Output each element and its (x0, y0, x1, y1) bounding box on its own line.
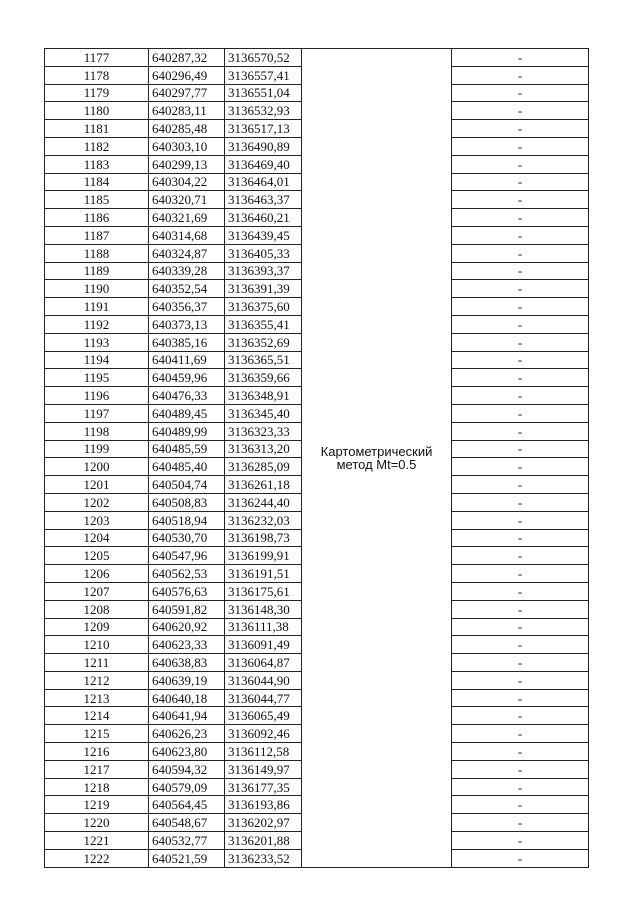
y-coordinate-cell: 3136365,51 (225, 351, 302, 369)
error-cell: - (452, 654, 589, 672)
error-cell: - (452, 849, 589, 867)
y-coordinate-cell: 3136091,49 (225, 636, 302, 654)
error-cell: - (452, 582, 589, 600)
error-cell: - (452, 244, 589, 262)
error-cell: - (452, 760, 589, 778)
y-coordinate-cell: 3136044,90 (225, 671, 302, 689)
point-number-cell: 1197 (45, 404, 149, 422)
y-coordinate-cell: 3136193,86 (225, 796, 302, 814)
error-cell: - (452, 725, 589, 743)
x-coordinate-cell: 640547,96 (149, 547, 225, 565)
x-coordinate-cell: 640530,70 (149, 529, 225, 547)
point-number-cell: 1209 (45, 618, 149, 636)
y-coordinate-cell: 3136092,46 (225, 725, 302, 743)
y-coordinate-cell: 3136044,77 (225, 689, 302, 707)
point-number-cell: 1215 (45, 725, 149, 743)
y-coordinate-cell: 3136065,49 (225, 707, 302, 725)
error-cell: - (452, 422, 589, 440)
error-cell: - (452, 814, 589, 832)
x-coordinate-cell: 640304,22 (149, 173, 225, 191)
error-cell: - (452, 298, 589, 316)
method-accuracy-text: метод Mt=0.5 (336, 456, 417, 472)
error-cell: - (452, 262, 589, 280)
x-coordinate-cell: 640283,11 (149, 102, 225, 120)
coordinates-table-body (45, 49, 589, 868)
x-coordinate-cell: 640324,87 (149, 244, 225, 262)
y-coordinate-cell: 3136557,41 (225, 66, 302, 84)
y-coordinate-cell: 3136439,45 (225, 226, 302, 244)
error-cell: - (452, 778, 589, 796)
error-cell: - (452, 66, 589, 84)
y-coordinate-cell: 3136199,91 (225, 547, 302, 565)
point-number-cell: 1221 (45, 832, 149, 850)
x-coordinate-cell: 640518,94 (149, 511, 225, 529)
y-coordinate-cell: 3136148,30 (225, 600, 302, 618)
y-coordinate-cell: 3136201,88 (225, 832, 302, 850)
x-coordinate-cell: 640508,83 (149, 493, 225, 511)
x-coordinate-cell: 640620,92 (149, 618, 225, 636)
x-coordinate-cell: 640564,45 (149, 796, 225, 814)
x-coordinate-cell: 640385,16 (149, 333, 225, 351)
method-name-text: Картометрический (320, 443, 433, 459)
point-number-cell: 1219 (45, 796, 149, 814)
error-cell: - (452, 796, 589, 814)
x-coordinate-cell: 640476,33 (149, 387, 225, 405)
error-cell: - (452, 387, 589, 405)
y-coordinate-cell: 3136261,18 (225, 476, 302, 494)
point-number-cell: 1199 (45, 440, 149, 458)
error-cell: - (452, 155, 589, 173)
y-coordinate-cell: 3136393,37 (225, 262, 302, 280)
y-coordinate-cell: 3136490,89 (225, 137, 302, 155)
x-coordinate-cell: 640411,69 (149, 351, 225, 369)
point-number-cell: 1184 (45, 173, 149, 191)
point-number-cell: 1201 (45, 476, 149, 494)
x-coordinate-cell: 640579,09 (149, 778, 225, 796)
error-cell: - (452, 351, 589, 369)
y-coordinate-cell: 3136175,61 (225, 582, 302, 600)
y-coordinate-cell: 3136202,97 (225, 814, 302, 832)
point-number-cell: 1218 (45, 778, 149, 796)
x-coordinate-cell: 640296,49 (149, 66, 225, 84)
y-coordinate-cell: 3136460,21 (225, 209, 302, 227)
y-coordinate-cell: 3136323,33 (225, 422, 302, 440)
point-number-cell: 1189 (45, 262, 149, 280)
x-coordinate-cell: 640303,10 (149, 137, 225, 155)
x-coordinate-cell: 640489,99 (149, 422, 225, 440)
point-number-cell: 1207 (45, 582, 149, 600)
point-number-cell: 1191 (45, 298, 149, 316)
point-number-cell: 1211 (45, 654, 149, 672)
point-number-cell: 1192 (45, 315, 149, 333)
x-coordinate-cell: 640297,77 (149, 84, 225, 102)
point-number-cell: 1181 (45, 120, 149, 138)
error-cell: - (452, 280, 589, 298)
point-number-cell: 1213 (45, 689, 149, 707)
error-cell: - (452, 120, 589, 138)
point-number-cell: 1185 (45, 191, 149, 209)
y-coordinate-cell: 3136352,69 (225, 333, 302, 351)
point-number-cell: 1203 (45, 511, 149, 529)
y-coordinate-cell: 3136313,20 (225, 440, 302, 458)
x-coordinate-cell: 640521,59 (149, 849, 225, 867)
y-coordinate-cell: 3136232,03 (225, 511, 302, 529)
x-coordinate-cell: 640591,82 (149, 600, 225, 618)
x-coordinate-cell: 640594,32 (149, 760, 225, 778)
point-number-cell: 1210 (45, 636, 149, 654)
x-coordinate-cell: 640562,53 (149, 565, 225, 583)
point-number-cell: 1200 (45, 458, 149, 476)
method-cell (302, 49, 452, 868)
x-coordinate-cell: 640548,67 (149, 814, 225, 832)
y-coordinate-cell: 3136348,91 (225, 387, 302, 405)
y-coordinate-cell: 3136285,09 (225, 458, 302, 476)
x-coordinate-cell: 640321,69 (149, 209, 225, 227)
y-coordinate-cell: 3136233,52 (225, 849, 302, 867)
point-number-cell: 1190 (45, 280, 149, 298)
y-coordinate-cell: 3136149,97 (225, 760, 302, 778)
x-coordinate-cell: 640623,80 (149, 743, 225, 761)
error-cell: - (452, 369, 589, 387)
y-coordinate-cell: 3136517,13 (225, 120, 302, 138)
point-number-cell: 1216 (45, 743, 149, 761)
point-number-cell: 1220 (45, 814, 149, 832)
x-coordinate-cell: 640641,94 (149, 707, 225, 725)
point-number-cell: 1179 (45, 84, 149, 102)
y-coordinate-cell: 3136405,33 (225, 244, 302, 262)
error-cell: - (452, 671, 589, 689)
error-cell: - (452, 440, 589, 458)
y-coordinate-cell: 3136464,01 (225, 173, 302, 191)
x-coordinate-cell: 640459,96 (149, 369, 225, 387)
x-coordinate-cell: 640489,45 (149, 404, 225, 422)
error-cell: - (452, 636, 589, 654)
x-coordinate-cell: 640287,32 (149, 49, 225, 67)
error-cell: - (452, 137, 589, 155)
y-coordinate-cell: 3136375,60 (225, 298, 302, 316)
x-coordinate-cell: 640285,48 (149, 120, 225, 138)
error-cell: - (452, 458, 589, 476)
point-number-cell: 1182 (45, 137, 149, 155)
x-coordinate-cell: 640639,19 (149, 671, 225, 689)
point-number-cell: 1180 (45, 102, 149, 120)
x-coordinate-cell: 640576,63 (149, 582, 225, 600)
error-cell: - (452, 547, 589, 565)
y-coordinate-cell: 3136191,51 (225, 565, 302, 583)
y-coordinate-cell: 3136111,38 (225, 618, 302, 636)
x-coordinate-cell: 640485,40 (149, 458, 225, 476)
error-cell: - (452, 49, 589, 67)
y-coordinate-cell: 3136355,41 (225, 315, 302, 333)
point-number-cell: 1198 (45, 422, 149, 440)
point-number-cell: 1178 (45, 66, 149, 84)
error-cell: - (452, 600, 589, 618)
point-number-cell: 1208 (45, 600, 149, 618)
error-cell: - (452, 832, 589, 850)
point-number-cell: 1195 (45, 369, 149, 387)
error-cell: - (452, 511, 589, 529)
point-number-cell: 1186 (45, 209, 149, 227)
x-coordinate-cell: 640373,13 (149, 315, 225, 333)
error-cell: - (452, 493, 589, 511)
y-coordinate-cell: 3136391,39 (225, 280, 302, 298)
x-coordinate-cell: 640356,37 (149, 298, 225, 316)
point-number-cell: 1217 (45, 760, 149, 778)
point-number-cell: 1222 (45, 849, 149, 867)
error-cell: - (452, 618, 589, 636)
x-coordinate-cell: 640626,23 (149, 725, 225, 743)
error-cell: - (452, 689, 589, 707)
error-cell: - (452, 84, 589, 102)
table-row (45, 49, 589, 67)
y-coordinate-cell: 3136064,87 (225, 654, 302, 672)
error-cell: - (452, 743, 589, 761)
error-cell: - (452, 315, 589, 333)
x-coordinate-cell: 640640,18 (149, 689, 225, 707)
point-number-cell: 1194 (45, 351, 149, 369)
point-number-cell: 1214 (45, 707, 149, 725)
error-cell: - (452, 173, 589, 191)
error-cell: - (452, 209, 589, 227)
error-cell: - (452, 102, 589, 120)
x-coordinate-cell: 640314,68 (149, 226, 225, 244)
y-coordinate-cell: 3136551,04 (225, 84, 302, 102)
y-coordinate-cell: 3136345,40 (225, 404, 302, 422)
point-number-cell: 1212 (45, 671, 149, 689)
x-coordinate-cell: 640339,28 (149, 262, 225, 280)
point-number-cell: 1202 (45, 493, 149, 511)
error-cell: - (452, 226, 589, 244)
y-coordinate-cell: 3136244,40 (225, 493, 302, 511)
x-coordinate-cell: 640352,54 (149, 280, 225, 298)
point-number-cell: 1205 (45, 547, 149, 565)
point-number-cell: 1206 (45, 565, 149, 583)
x-coordinate-cell: 640623,33 (149, 636, 225, 654)
y-coordinate-cell: 3136112,58 (225, 743, 302, 761)
y-coordinate-cell: 3136570,52 (225, 49, 302, 67)
error-cell: - (452, 333, 589, 351)
error-cell: - (452, 404, 589, 422)
coordinates-table (44, 48, 589, 868)
y-coordinate-cell: 3136532,93 (225, 102, 302, 120)
x-coordinate-cell: 640532,77 (149, 832, 225, 850)
error-cell: - (452, 191, 589, 209)
y-coordinate-cell: 3136177,35 (225, 778, 302, 796)
x-coordinate-cell: 640320,71 (149, 191, 225, 209)
error-cell: - (452, 707, 589, 725)
x-coordinate-cell: 640638,83 (149, 654, 225, 672)
y-coordinate-cell: 3136463,37 (225, 191, 302, 209)
y-coordinate-cell: 3136359,66 (225, 369, 302, 387)
point-number-cell: 1193 (45, 333, 149, 351)
point-number-cell: 1188 (45, 244, 149, 262)
point-number-cell: 1183 (45, 155, 149, 173)
error-cell: - (452, 565, 589, 583)
y-coordinate-cell: 3136198,73 (225, 529, 302, 547)
y-coordinate-cell: 3136469,40 (225, 155, 302, 173)
point-number-cell: 1204 (45, 529, 149, 547)
point-number-cell: 1187 (45, 226, 149, 244)
x-coordinate-cell: 640485,59 (149, 440, 225, 458)
x-coordinate-cell: 640299,13 (149, 155, 225, 173)
point-number-cell: 1196 (45, 387, 149, 405)
point-number-cell: 1177 (45, 49, 149, 67)
error-cell: - (452, 529, 589, 547)
x-coordinate-cell: 640504,74 (149, 476, 225, 494)
error-cell: - (452, 476, 589, 494)
